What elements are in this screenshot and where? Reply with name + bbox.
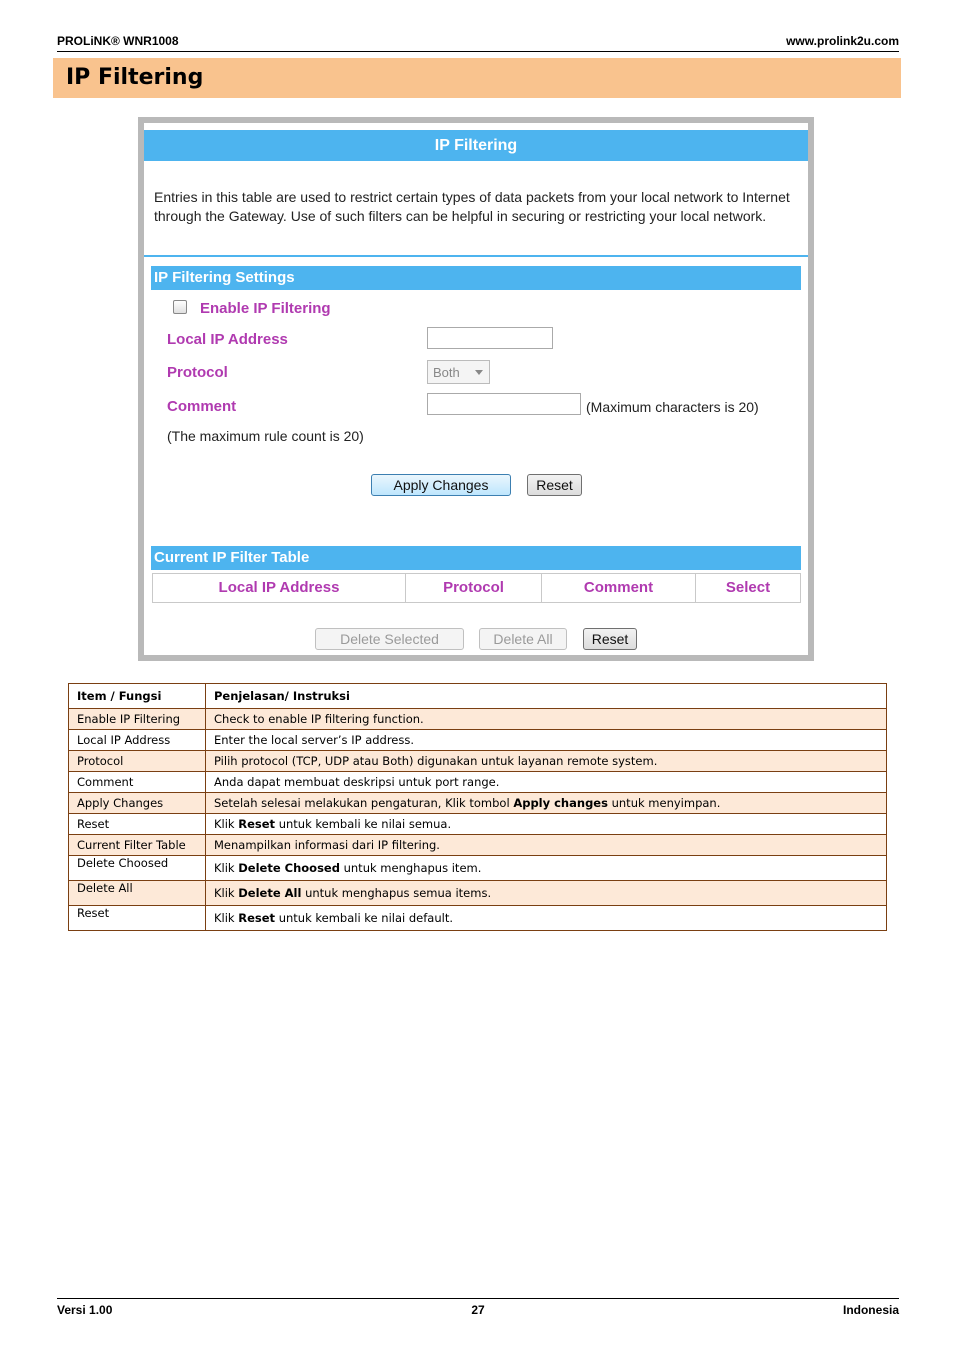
row-description (206, 881, 887, 906)
table-bar-label: Current IP Filter Table (154, 549, 310, 566)
desc-text-tail: untuk kembali ke nilai default. (275, 911, 453, 925)
desc-text: Anda dapat membuat deskripsi untuk port range. (214, 775, 500, 789)
col-select: Select (725, 579, 771, 596)
desc-text: Check to enable IP filtering function. (214, 712, 424, 726)
page-footer (57, 1298, 899, 1319)
row-description (206, 709, 887, 730)
table-row (69, 772, 887, 793)
desc-text: Setelah selesai melakukan pengaturan, Klik tombol (214, 796, 514, 810)
row-item: Reset (69, 814, 206, 835)
table-bar (151, 546, 801, 570)
table-row (69, 881, 887, 906)
row-description (206, 793, 887, 814)
table-row (69, 856, 887, 881)
row-item: Apply Changes (69, 793, 206, 814)
table-row (69, 814, 887, 835)
desc-text: Pilih protocol (TCP, UDP atau Both) digunakan untuk layanan remote system. (214, 754, 658, 768)
desc-keyword: Delete All (238, 886, 302, 900)
desc-text: Klik (214, 911, 239, 925)
reset-button[interactable]: Reset (527, 474, 582, 496)
info-table-header-row (69, 684, 887, 709)
desc-text: Klik (214, 861, 239, 875)
enable-label: Enable IP Filtering (200, 300, 331, 317)
table-row (69, 793, 887, 814)
product-name: PROLiNK® WNR1008 (57, 34, 179, 48)
divider (144, 255, 808, 257)
table-row (69, 906, 887, 931)
local-ip-input[interactable] (427, 327, 553, 349)
reset-table-button[interactable]: Reset (583, 628, 637, 650)
row-description (206, 772, 887, 793)
protocol-select[interactable] (427, 360, 490, 384)
row-description (206, 751, 887, 772)
desc-keyword: Apply changes (513, 796, 608, 810)
desc-text-tail: untuk kembali ke nilai semua. (275, 817, 452, 831)
settings-bar (151, 266, 801, 290)
row-description (206, 906, 887, 931)
row-description (206, 730, 887, 751)
enable-ip-filtering-checkbox[interactable] (173, 300, 187, 314)
info-table (68, 683, 887, 931)
desc-text-tail: untuk menghapus semua items. (301, 886, 492, 900)
section-title: IP Filtering (66, 65, 204, 90)
row-description (206, 856, 887, 881)
row-item: Enable IP Filtering (69, 709, 206, 730)
header-item: Item / Fungsi (69, 684, 206, 709)
desc-text: Klik (214, 817, 239, 831)
chevron-down-icon (475, 370, 483, 375)
comment-input[interactable] (427, 393, 581, 415)
desc-text-tail: untuk menghapus item. (339, 861, 482, 875)
header-description: Penjelasan/ Instruksi (206, 684, 887, 709)
router-screenshot (138, 117, 814, 661)
row-item: Local IP Address (69, 730, 206, 751)
comment-label: Comment (167, 398, 237, 415)
desc-keyword: Reset (238, 817, 276, 831)
desc-text: Enter the local server’s IP address. (214, 733, 415, 747)
protocol-value: Both (433, 365, 460, 380)
delete-selected-button[interactable]: Delete Selected (315, 628, 464, 650)
row-item: Reset (69, 906, 206, 931)
page-number: 27 (471, 1303, 485, 1317)
ip-filtering-panel (144, 123, 808, 655)
table-row (69, 751, 887, 772)
website: www.prolink2u.com (786, 34, 899, 48)
delete-all-button[interactable]: Delete All (479, 628, 567, 650)
desc-keyword: Delete Choosed (238, 861, 340, 875)
language: Indonesia (842, 1303, 899, 1317)
row-item: Current Filter Table (69, 835, 206, 856)
version: Versi 1.00 (57, 1303, 113, 1317)
table-row (69, 730, 887, 751)
desc-text-tail: untuk menyimpan. (607, 796, 721, 810)
col-protocol: Protocol (406, 574, 542, 602)
protocol-label: Protocol (167, 364, 228, 381)
panel-description: Entries in this table are used to restrict certain types of data packets from your local network to Internet through the Gateway. Use of such filters can be helpful in securing or restricting your local network. (154, 189, 790, 224)
filter-table-header (152, 573, 801, 603)
row-item: Protocol (69, 751, 206, 772)
table-row (69, 835, 887, 856)
desc-keyword: Reset (238, 911, 276, 925)
local-ip-label: Local IP Address (167, 331, 288, 348)
col-comment: Comment (542, 574, 696, 602)
table-row (69, 709, 887, 730)
desc-text: Klik (214, 886, 239, 900)
apply-changes-button[interactable]: Apply Changes (371, 474, 511, 496)
row-item: Comment (69, 772, 206, 793)
row-description (206, 814, 887, 835)
row-description (206, 835, 887, 856)
desc-text: Menampilkan informasi dari IP filtering. (214, 838, 440, 852)
col-local-ip: Local IP Address (153, 574, 406, 602)
row-item: Delete All (69, 881, 206, 906)
page-header (57, 33, 899, 52)
section-title-bar (53, 58, 901, 98)
rule-count-note: (The maximum rule count is 20) (167, 428, 364, 444)
settings-bar-label: IP Filtering Settings (154, 269, 295, 286)
comment-hint: (Maximum characters is 20) (586, 399, 759, 415)
row-item: Delete Choosed (69, 856, 206, 881)
panel-title: IP Filtering (144, 130, 808, 161)
